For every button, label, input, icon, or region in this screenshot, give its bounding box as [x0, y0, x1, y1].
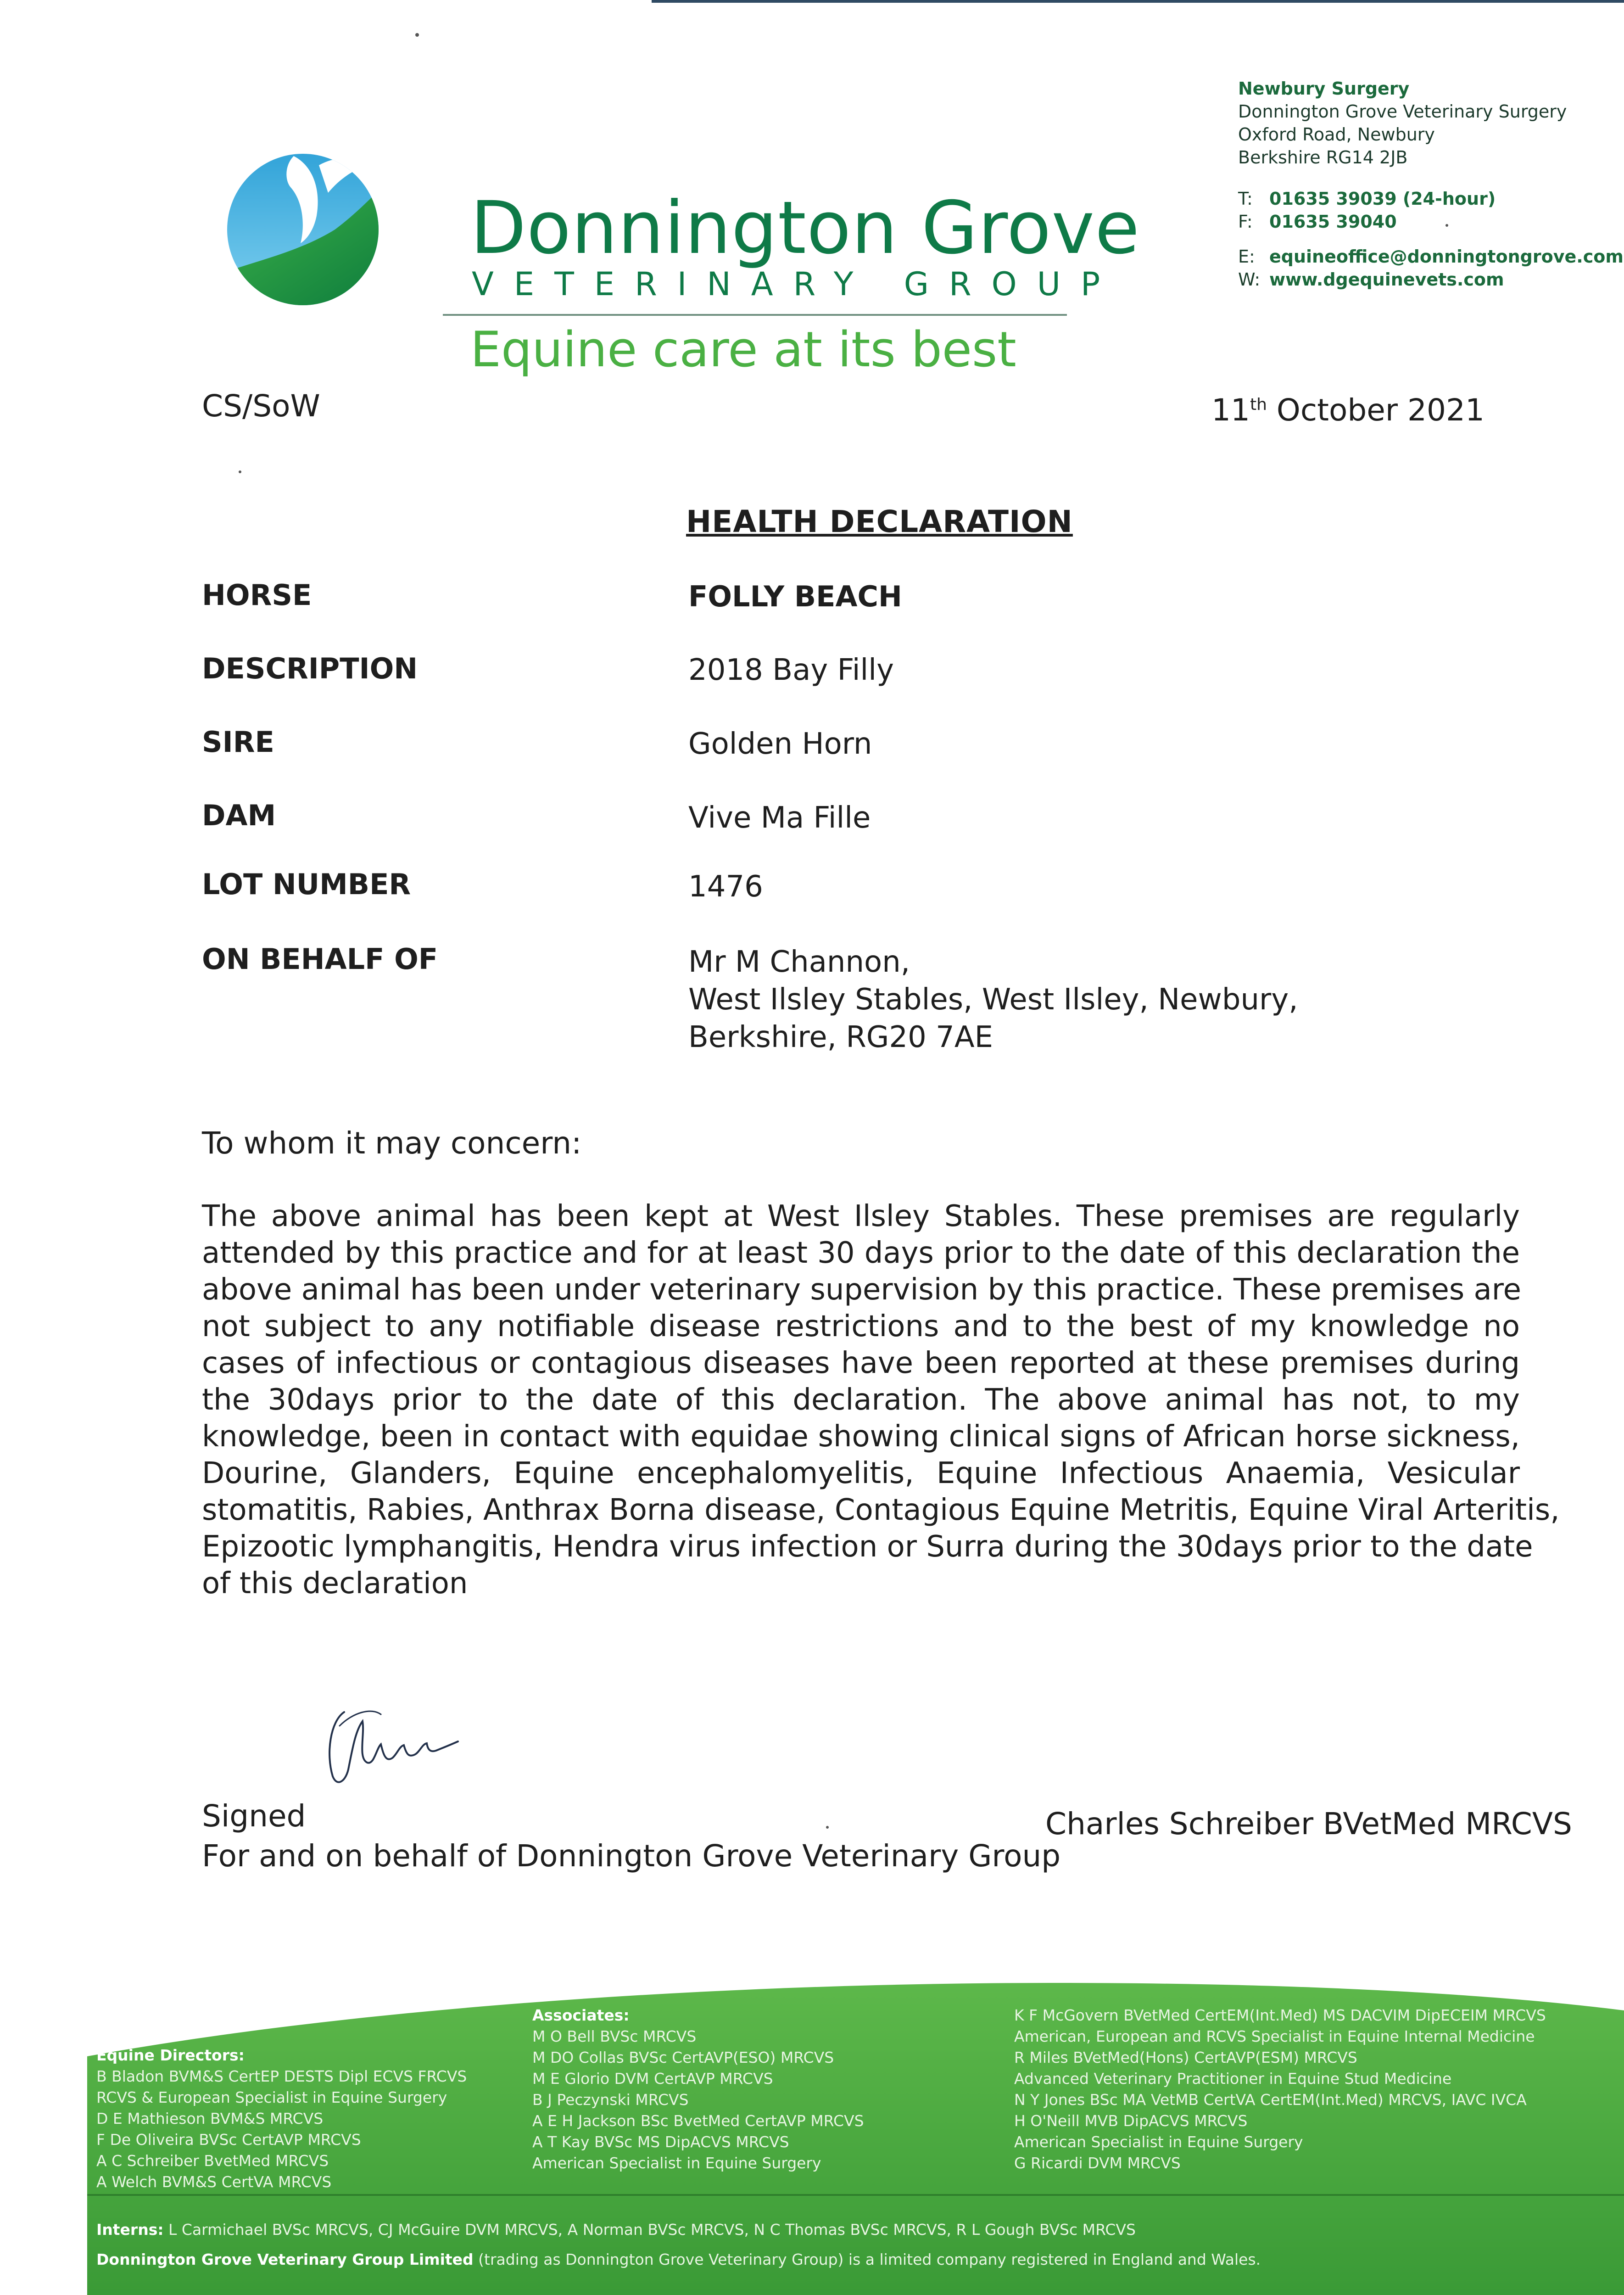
body-line: knowledge, been in contact with equidae showing clinical signs of African horse sickness, [202, 1420, 1520, 1454]
lot-number-value: 1476 [688, 870, 763, 904]
director-line: F De Oliveira BVSc CertAVP MRCVS [96, 2131, 361, 2149]
dam-label: DAM [202, 799, 276, 832]
handwritten-signature-icon [312, 1694, 459, 1799]
specialist-line: R Miles BVetMed(Hons) CertAVP(ESM) MRCVS [1014, 2049, 1357, 2066]
footer-associates [532, 2005, 864, 2174]
declaration-body [202, 1198, 1560, 1602]
brand-name: Donnington Grove [470, 186, 1140, 270]
phone-label: T: [1238, 189, 1253, 209]
horse-head-logo-icon [216, 138, 395, 308]
scan-speck [1445, 224, 1448, 227]
director-line: RCVS & European Specialist in Equine Surgery [96, 2088, 447, 2106]
associate-line: A E H Jackson BSc BvetMed CertAVP MRCVS [532, 2112, 864, 2130]
associates-heading: Associates: [532, 2006, 630, 2024]
scan-speck [826, 1826, 829, 1829]
website-link[interactable]: www.dgequinevets.com [1269, 269, 1504, 290]
associate-line: American Specialist in Equine Surgery [532, 2154, 821, 2172]
body-line: Dourine, Glanders, Equine encephalomyelitis, Equine Infectious Anaemia, Vesicular [202, 1456, 1520, 1490]
directors-heading: Equine Directors: [96, 2046, 245, 2064]
associate-line: A T Kay BVSc MS DipACVS MRCVS [532, 2133, 789, 2151]
director-line: A C Schreiber BvetMed MRCVS [96, 2152, 329, 2170]
sire-label: SIRE [202, 725, 274, 759]
associate-line: M O Bell BVSc MRCVS [532, 2027, 697, 2045]
specialist-line: K F McGovern BVetMed CertEM(Int.Med) MS DACVIM DipECEIM MRCVS [1014, 2006, 1546, 2024]
specialist-line: N Y Jones BSc MA VetMB CertVA CertEM(Int.Med) MRCVS, IAVC IVCA [1014, 2091, 1527, 2109]
body-line: the 30days prior to the date of this declaration. The above animal has not, to my [202, 1383, 1520, 1417]
brand-divider [443, 314, 1067, 316]
date-suffix: th [1250, 395, 1267, 414]
footer-specialists [1014, 2005, 1546, 2174]
footer-interns [96, 2219, 1136, 2240]
footer-directors [96, 2045, 467, 2193]
letter-date [1211, 392, 1484, 428]
scan-top-edge [652, 0, 1624, 3]
associate-line: B J Peczynski MRCVS [532, 2091, 689, 2109]
associate-line: M E Glorio DVM CertAVP MRCVS [532, 2070, 773, 2088]
director-line: D E Mathieson BVM&S MRCVS [96, 2110, 324, 2127]
surgery-name: Newbury Surgery [1238, 78, 1410, 99]
specialist-line: Advanced Veterinary Practitioner in Equine Stud Medicine [1014, 2070, 1452, 2088]
scan-speck [415, 33, 419, 37]
specialist-line: American, European and RCVS Specialist in Equine Internal Medicine [1014, 2027, 1535, 2045]
body-line: above animal has been under veterinary supervision by this practice. These premises are [202, 1273, 1522, 1307]
signed-on-behalf: For and on behalf of Donnington Grove Veterinary Group [202, 1838, 1061, 1874]
body-line: stomatitis, Rabies, Anthrax Borna disease, Contagious Equine Metritis, Equine Viral Arteritis, [202, 1493, 1560, 1527]
specialist-line: H O'Neill MVB DipACVS MRCVS [1014, 2112, 1248, 2130]
address-line: Donnington Grove Veterinary Surgery [1238, 101, 1567, 122]
director-line: A Welch BVM&S CertVA MRCVS [96, 2173, 332, 2191]
horse-value: FOLLY BEACH [688, 580, 902, 613]
specialist-line: G Ricardi DVM MRCVS [1014, 2154, 1181, 2172]
specialist-line: American Specialist in Equine Surgery [1014, 2133, 1303, 2151]
horse-label: HORSE [202, 578, 312, 612]
phone-number: 01635 39039 (24-hour) [1269, 189, 1496, 209]
associate-line: M DO Collas BVSc CertAVP(ESO) MRCVS [532, 2049, 834, 2066]
email-link[interactable]: equineoffice@donningtongrove.com [1269, 246, 1624, 267]
fax-number: 01635 39040 [1269, 212, 1397, 232]
signed-label: Signed [202, 1798, 306, 1834]
body-line: The above animal has been kept at West Ilsley Stables. These premises are regularly [202, 1199, 1520, 1233]
body-line: not subject to any notifiable disease restrictions and to the best of my knowledge no [202, 1310, 1520, 1343]
letter-reference: CS/SoW [202, 388, 320, 424]
description-value: 2018 Bay Filly [688, 653, 894, 687]
veterinarian-name: Charles Schreiber BVetMed MRCVS [1045, 1806, 1572, 1842]
web-label: W: [1238, 269, 1261, 290]
director-line: B Bladon BVM&S CertEP DESTS Dipl ECVS FRCVS [96, 2067, 467, 2085]
interns-list: L Carmichael BVSc MRCVS, CJ McGuire DVM MRCVS, A Norman BVSc MRCVS, N C Thomas BVSc MRCVS, R L Gough BVSc MRCVS [168, 2221, 1136, 2239]
body-line: attended by this practice and for at least 30 days prior to the date of this declaration the [202, 1236, 1520, 1270]
interns-label: Interns: [96, 2221, 164, 2239]
salutation: To whom it may concern: [202, 1125, 582, 1161]
fax-label: F: [1238, 212, 1253, 232]
body-line: cases of infectious or contagious diseases have been reported at these premises during [202, 1346, 1520, 1380]
dam-value: Vive Ma Fille [688, 801, 871, 835]
scan-speck [239, 470, 241, 473]
body-line: Epizootic lymphangitis, Hendra virus infection or Surra during the 30days prior to the date [202, 1530, 1533, 1564]
sire-value: Golden Horn [688, 727, 872, 761]
brand-tagline: Equine care at its best [470, 321, 1016, 378]
email-label: E: [1238, 246, 1255, 267]
footer-company [96, 2249, 1261, 2270]
on-behalf-value [688, 943, 1298, 1056]
on-behalf-label: ON BEHALF OF [202, 942, 438, 976]
contact-details [1238, 187, 1624, 291]
date-day: 11 [1211, 392, 1250, 428]
owner-line: West Ilsley Stables, West Ilsley, Newbury, [688, 983, 1298, 1017]
body-line: of this declaration [202, 1567, 468, 1601]
address-line: Oxford Road, Newbury [1238, 124, 1435, 145]
company-text: (trading as Donnington Grove Veterinary Group) is a limited company registered in England and Wales. [478, 2250, 1261, 2268]
lot-number-label: LOT NUMBER [202, 868, 411, 901]
owner-line: Berkshire, RG20 7AE [688, 1020, 993, 1054]
description-label: DESCRIPTION [202, 652, 418, 685]
date-rest: October 2021 [1267, 392, 1484, 428]
company-name: Donnington Grove Veterinary Group Limited [96, 2250, 474, 2268]
owner-line: Mr M Channon, [688, 945, 910, 979]
document-title: HEALTH DECLARATION [686, 504, 1073, 539]
brand-subtitle: VETERINARY GROUP [472, 265, 1121, 303]
surgery-address [1238, 77, 1567, 169]
address-line: Berkshire RG14 2JB [1238, 147, 1408, 168]
